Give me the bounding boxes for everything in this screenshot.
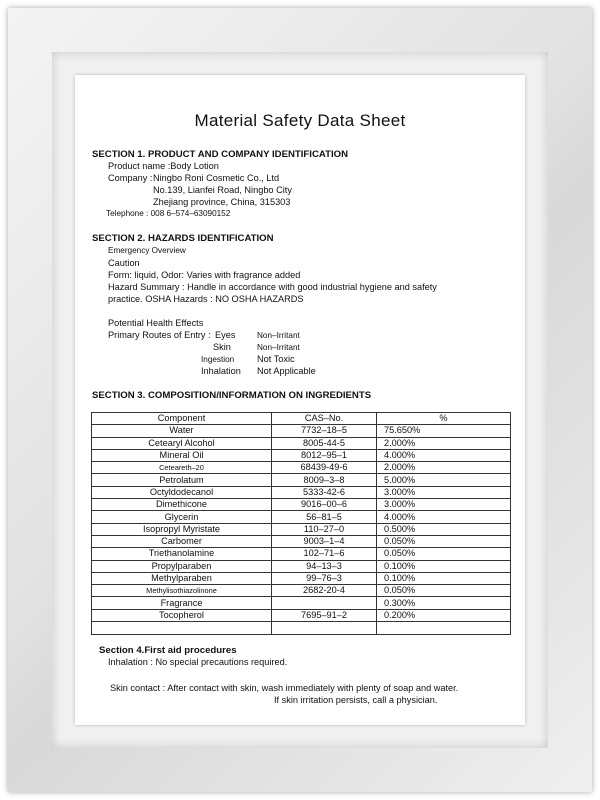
header-cas: CAS–No. [272, 413, 377, 425]
routes-label: Primary Routes of Entry : [108, 330, 211, 340]
component-cell: Ceteareth–20 [92, 462, 272, 474]
percent-cell: 0.500% [377, 523, 511, 535]
header-percent: % [377, 413, 511, 425]
table-row [92, 523, 511, 535]
telephone: Telephone : 008 6–574–63090152 [106, 209, 231, 218]
route-ingestion: Ingestion [201, 355, 235, 364]
percent-cell: 0.200% [377, 609, 511, 621]
table-row [92, 474, 511, 486]
table-row [92, 511, 511, 523]
component-cell: Propylparaben [92, 560, 272, 572]
cas-cell: 99–76–3 [272, 572, 377, 584]
effect-ingestion: Not Toxic [257, 354, 295, 364]
percent-cell: 0.050% [377, 585, 511, 597]
table-row [92, 486, 511, 498]
percent-cell: 0.050% [377, 535, 511, 547]
percent-cell [377, 622, 511, 635]
percent-cell: 3.000% [377, 486, 511, 498]
percent-cell: 2.000% [377, 462, 511, 474]
component-cell: Methylparaben [92, 572, 272, 584]
component-cell [92, 622, 272, 635]
cas-cell: 7695–91–2 [272, 609, 377, 621]
cas-cell [272, 597, 377, 609]
percent-cell: 0.100% [377, 572, 511, 584]
cas-cell: 2682-20-4 [272, 585, 377, 597]
component-cell: Water [92, 425, 272, 437]
section-1-heading: SECTION 1. PRODUCT AND COMPANY IDENTIFICATION [92, 149, 349, 160]
company-address-2: Zhejiang province, China, 315303 [153, 197, 291, 207]
cas-cell: 8005-44-5 [272, 437, 377, 449]
effect-skin: Non–Irritant [257, 343, 300, 352]
emergency-overview: Emergency Overview [108, 246, 186, 255]
cas-cell: 110–27–0 [272, 523, 377, 535]
route-eyes: Eyes [215, 330, 236, 340]
percent-cell: 0.050% [377, 548, 511, 560]
table-row [92, 560, 511, 572]
section-2-heading: SECTION 2. HAZARDS IDENTIFICATION [92, 233, 274, 244]
skin-contact-line-1: Skin contact : After contact with skin, wash immediately with plenty of soap and water. [110, 683, 459, 693]
cas-cell: 56–81–5 [272, 511, 377, 523]
table-row [92, 585, 511, 597]
component-cell: Glycerin [92, 511, 272, 523]
effect-eyes: Non–Irritant [257, 331, 300, 340]
percent-cell: 3.000% [377, 499, 511, 511]
cas-cell: 94–13–3 [272, 560, 377, 572]
potential-health-effects: Potential Health Effects [108, 318, 204, 328]
cas-cell: 8009–3–8 [272, 474, 377, 486]
table-row [92, 597, 511, 609]
route-inhalation: Inhalation [201, 366, 241, 376]
component-cell: Carbomer [92, 535, 272, 547]
component-cell: Fragrance [92, 597, 272, 609]
effect-inhalation: Not Applicable [257, 366, 316, 376]
table-row-empty [92, 622, 511, 635]
document-title: Material Safety Data Sheet [194, 111, 406, 130]
hazard-summary-line-1: Hazard Summary : Handle in accordance with good industrial hygiene and safety [108, 282, 437, 292]
cas-cell: 68439-49-6 [272, 462, 377, 474]
hazard-summary-line-2: practice. OSHA Hazards : NO OSHA HAZARDS [108, 294, 304, 304]
company-label: Company : [108, 173, 153, 183]
cas-cell [272, 622, 377, 635]
form-odor-text: Form: liquid, Odor: Varies with fragrance added [108, 270, 301, 280]
table-row [92, 425, 511, 437]
table-header-row [92, 413, 511, 425]
component-cell: Octyldodecanol [92, 486, 272, 498]
cas-cell: 102–71–6 [272, 548, 377, 560]
document-sheet [75, 75, 525, 725]
caution-text: Caution [108, 258, 140, 268]
cas-cell: 5333-42-6 [272, 486, 377, 498]
route-skin: Skin [213, 342, 231, 352]
company-address-1: No.139, Lianfei Road, Ningbo City [153, 185, 292, 195]
section-4-heading: Section 4.First aid procedures [99, 645, 237, 656]
table-row [92, 499, 511, 511]
percent-cell: 0.300% [377, 597, 511, 609]
component-cell: Cetearyl Alcohol [92, 437, 272, 449]
component-cell: Petrolatum [92, 474, 272, 486]
header-component: Component [92, 413, 272, 425]
company-name: Ningbo Roni Cosmetic Co., Ltd [153, 173, 280, 183]
component-cell: Methylisothiazolinone [92, 585, 272, 597]
table-row [92, 609, 511, 621]
percent-cell: 2.000% [377, 437, 511, 449]
percent-cell: 4.000% [377, 511, 511, 523]
cas-cell: 8012–95–1 [272, 449, 377, 461]
component-cell: Dimethicone [92, 499, 272, 511]
component-cell: Mineral Oil [92, 449, 272, 461]
percent-cell: 0.100% [377, 560, 511, 572]
percent-cell: 4.000% [377, 449, 511, 461]
percent-cell: 75.650% [377, 425, 511, 437]
cas-cell: 7732–18–5 [272, 425, 377, 437]
component-cell: Isopropyl Myristate [92, 523, 272, 535]
composition-table [91, 412, 511, 635]
skin-contact-line-2: If skin irritation persists, call a physician. [274, 695, 438, 705]
table-row [92, 572, 511, 584]
product-name: Product name :Body Lotion [108, 161, 219, 171]
percent-cell: 5.000% [377, 474, 511, 486]
inhalation-first-aid: Inhalation : No special precautions required. [108, 657, 288, 667]
section-3-heading: SECTION 3. COMPOSITION/INFORMATION ON INGREDIENTS [92, 390, 372, 401]
table-row [92, 535, 511, 547]
cas-cell: 9016–00–6 [272, 499, 377, 511]
component-cell: Tocopherol [92, 609, 272, 621]
component-cell: Triethanolamine [92, 548, 272, 560]
table-row [92, 462, 511, 474]
cas-cell: 9003–1–4 [272, 535, 377, 547]
table-row [92, 437, 511, 449]
table-row [92, 548, 511, 560]
table-row [92, 449, 511, 461]
